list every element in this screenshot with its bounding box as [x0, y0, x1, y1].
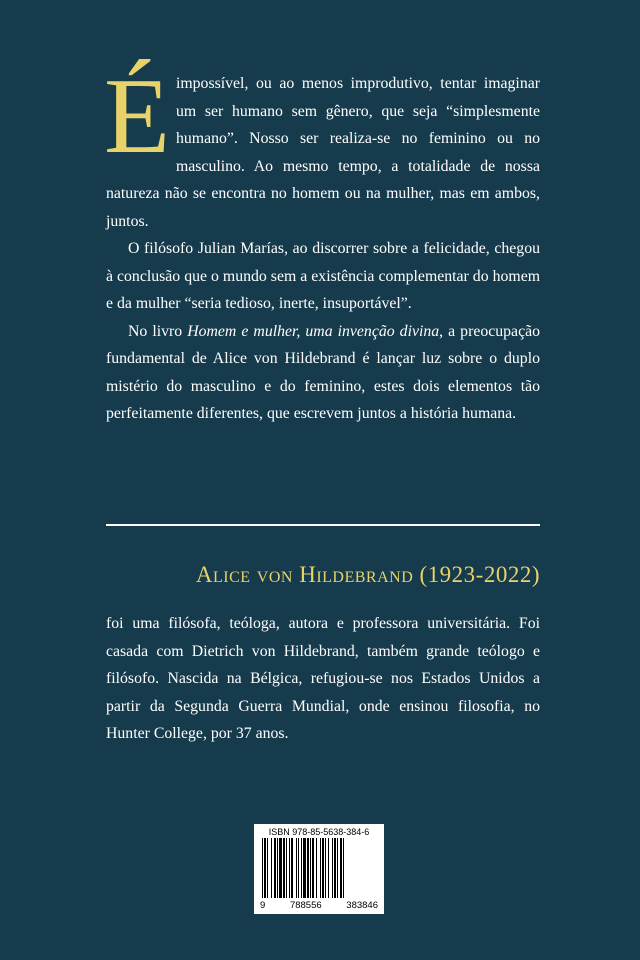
isbn-barcode	[254, 824, 384, 914]
book-title: Homem e mulher, uma invenção divina	[187, 322, 440, 340]
isbn-digit-first: 9	[260, 900, 266, 911]
drop-cap: É	[104, 57, 170, 176]
blurb-p1-text: impossível, ou ao menos improdutivo, tentar imaginar um ser humano sem gênero, que seja “simplesmente humano”. Nosso ser realiza-se no feminino ou no masculino. Ao mesmo tempo, a totalidade de nossa natureza não se encontra no homem ou na mulher, mas em ambos, juntos.	[106, 75, 540, 230]
author-heading: Alice von Hildebrand (1923-2022)	[195, 562, 540, 587]
blurb-paragraph-2: O filósofo Julian Marías, ao discorrer sobre a felicidade, chegou à conclusão que o mundo sem a existência complementar do homem e da mulher “seria tedioso, inerte, insuportável”.	[106, 240, 540, 312]
isbn-label: ISBN 978-85-5638-384-6	[268, 827, 370, 837]
isbn-digits	[254, 900, 384, 911]
blurb-paragraph-3	[106, 318, 540, 428]
blurb-p3-rest: , a preocupação fundamental de Alice von Hildebrand é lançar luz sobre o duplo mistério do masculino e do feminino, estes dois elementos tão perfeitamente diferentes, que escrevem juntos a história humana.	[106, 322, 540, 422]
divider-rule	[106, 524, 540, 526]
back-cover-blurb	[104, 57, 540, 428]
blurb-paragraph-1	[104, 57, 540, 235]
barcode-bars	[260, 838, 378, 900]
blurb-p3-start: No livro	[128, 322, 188, 340]
author-bio: foi uma filósofa, teóloga, autora e professora universitária. Foi casada com Dietrich von Hildebrand, também grande teólogo e filósofo. Nascida na Bélgica, refugiou-se nos Estados Unidos a partir da Segunda Guerra Mundial, onde ensinou filosofia, no Hunter College, por 37 anos.	[106, 615, 540, 742]
isbn-digit-group-1: 788556	[289, 900, 322, 911]
isbn-digit-group-2: 383846	[346, 900, 378, 911]
